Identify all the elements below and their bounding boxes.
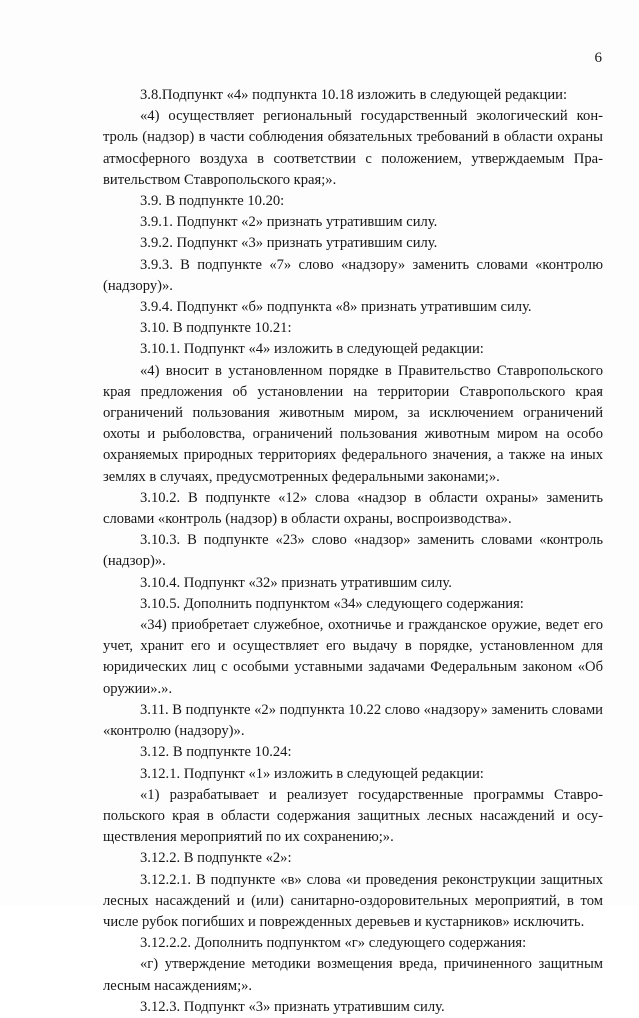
- paragraph-3-9-2: 3.9.2. Подпункт «3» признать утратившим силу.: [140, 235, 438, 252]
- paragraph-3-11: 3.11. В подпункте «2» подпункта 10.22 слово «надзору» заменить словами «контролю (надзору)».: [103, 701, 603, 740]
- paragraph-3-12-1: 3.12.1. Подпункт «1» изложить в следующей редакции:: [140, 765, 484, 782]
- document-body: [103, 85, 603, 1018]
- paragraph-3-12-2-2-text: «г) утверждение методики возмещения вреда, причиненного защитным лесным насаждениям;».: [103, 956, 603, 994]
- paragraph-3-10-3: 3.10.3. В подпункте «23» слово «надзор» заменить словами «контроль (надзор)».: [103, 532, 603, 570]
- paragraph-3-10-5-text: «34) приобретает служебное, охотничье и гражданское оружие, ведет его учет, хранит его и осуществляет его выдачу в порядке, установленном для юридических лиц с особыми уставными задачами Федеральным законом «Об оружии».».: [103, 617, 603, 697]
- paragraph-3-12: 3.12. В подпункте 10.24:: [140, 744, 292, 761]
- paragraph-3-9-1: 3.9.1. Подпункт «2» признать утратившим силу.: [140, 214, 438, 231]
- paragraph-3-12-2-1: 3.12.2.1. В подпункте «в» слова «и проведения реконструкции защитных лесных насаждений и (или) санитарно-оздоровительных мероприятий, в том числе рубок погибших и поврежденных деревьев и кустарников» исключить.: [103, 871, 603, 930]
- paragraph-3-10-1-text: «4) вносит в установленном порядке в Правительство Ставропольского края предложения об установлении на территории Ставропольского края ограничений пользования животным миром, за исключением ограничений охоты и рыболовства, ограничений пользования животным миром на особо охраняемых природных территориях федерального значения, а также на иных землях в случаях, предусмотренных федеральными законами;».: [103, 362, 603, 485]
- paragraph-3-9-4: 3.9.4. Подпункт «б» подпункта «8» признать утратившим силу.: [140, 299, 532, 316]
- paragraph-3-8-text: «4) осуществляет региональный государственный экологический контроль (надзор) в части соблюдения обязательных требований в области охраны атмосферного воздуха в соответствии с положением, утверждаемым Правительством Ставропольского края;».: [103, 108, 603, 188]
- paragraph-3-12-2: 3.12.2. В подпункте «2»:: [140, 850, 292, 867]
- paragraph-3-12-1-text: «1) разрабатывает и реализует государственные программы Ставропольского края в области содержания защитных лесных насаждений и осуществления мероприятий по их сохранению;».: [103, 786, 603, 846]
- paragraph-3-9: 3.9. В подпункте 10.20:: [140, 193, 285, 210]
- paragraph-3-10-2: 3.10.2. В подпункте «12» слова «надзор в области охраны» заменить словами «контроль (надзор) в области охраны, воспроизводства».: [103, 489, 603, 528]
- paragraph-3-10: 3.10. В подпункте 10.21:: [140, 320, 292, 337]
- paragraph-3-12-3: 3.12.3. Подпункт «3» признать утратившим силу.: [140, 998, 445, 1015]
- paragraph-3-12-2-2: 3.12.2.2. Дополнить подпунктом «г» следующего содержания:: [140, 935, 527, 952]
- paragraph-3-10-1: 3.10.1. Подпункт «4» изложить в следующей редакции:: [140, 341, 484, 358]
- paragraph-3-9-3: 3.9.3. В подпункте «7» слово «надзору» заменить словами «контролю (надзору)».: [103, 256, 603, 294]
- page-number: 6: [594, 50, 602, 66]
- paragraph-3-10-4: 3.10.4. Подпункт «32» признать утратившим силу.: [140, 574, 452, 591]
- paragraph-3-10-5: 3.10.5. Дополнить подпунктом «34» следующего содержания:: [140, 595, 524, 612]
- paragraph-3-8: 3.8.Подпункт «4» подпункта 10.18 изложить в следующей редакции:: [140, 87, 568, 103]
